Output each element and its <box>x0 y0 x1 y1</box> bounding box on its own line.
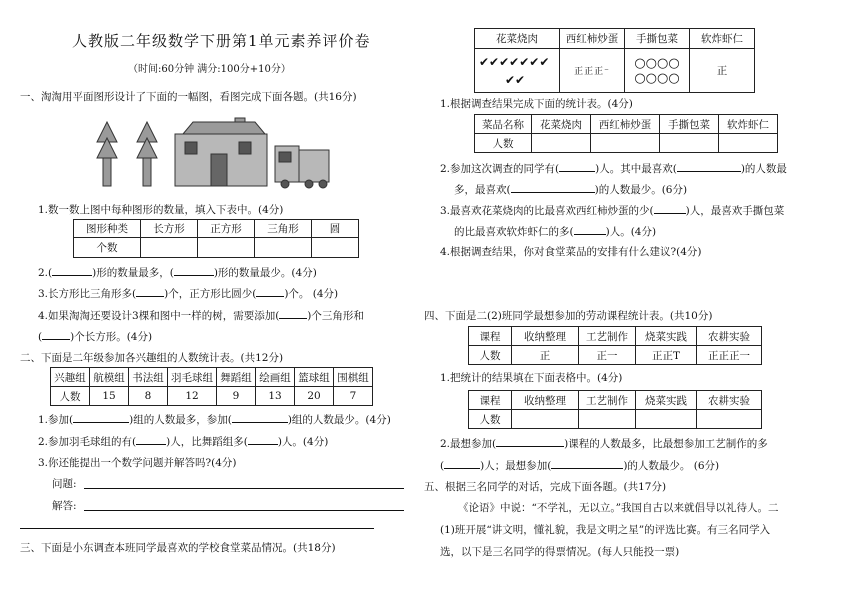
table-header-cell: 航模组 <box>90 368 129 387</box>
text: )的人数最少。(6分) <box>594 184 688 196</box>
answer-label: 解答: <box>52 500 77 512</box>
text: )的人数最 <box>740 163 787 175</box>
s1-q3 <box>38 285 338 301</box>
table-row-label: 人数 <box>51 387 90 406</box>
text: )的人数最少。 (6分) <box>623 460 720 472</box>
answer-blank[interactable] <box>256 285 284 297</box>
text: )个。 (4分) <box>284 288 339 300</box>
text: )人；最想参加( <box>480 460 552 472</box>
dish-stat-table <box>474 114 778 153</box>
answer-cell[interactable] <box>312 238 359 258</box>
table-header-cell: 农耕实验 <box>697 327 762 346</box>
text: )人，比舞蹈组多( <box>166 436 248 448</box>
answer-cell[interactable] <box>532 134 591 153</box>
s3-q3-cont <box>454 223 656 239</box>
table-cell: 7 <box>334 387 373 406</box>
shape-count-table <box>73 219 359 258</box>
text: )个，正方形比圆少( <box>164 288 257 300</box>
door-rectangle <box>211 154 227 186</box>
s5-paragraph-line3: 选，以下是三名同学的得票情况。(每人只能投一票) <box>440 546 680 558</box>
table-cell: 13 <box>256 387 295 406</box>
text: ( <box>440 460 445 472</box>
table-header-cell: 手撕包菜 <box>660 115 719 134</box>
table-header-cell: 软炸虾仁 <box>690 29 755 49</box>
tally-cell: 正正正一 <box>697 346 762 365</box>
answer-line[interactable] <box>84 510 404 511</box>
rectangle-shape <box>143 158 151 186</box>
text: ( <box>38 331 43 343</box>
section3-heading: 三、下面是小东调查本班同学最喜欢的学校食堂菜品情况。(共18分) <box>20 542 336 554</box>
answer-blank[interactable] <box>73 411 129 423</box>
s2-q1 <box>38 411 391 427</box>
s5-paragraph-line2: (1)班开展“讲文明，懂礼貌，我是文明之星”的评选比赛。有三名同学入 <box>440 524 771 536</box>
answer-blank[interactable] <box>559 160 595 172</box>
house <box>175 118 267 186</box>
s1-q2 <box>38 264 317 280</box>
text: 多，最喜欢( <box>454 184 511 196</box>
wheel-circle <box>305 180 313 188</box>
s2-q2 <box>38 433 328 449</box>
text: )人。(4分) <box>605 226 657 238</box>
labor-stat-table <box>468 390 762 429</box>
cab-window <box>279 152 291 162</box>
answer-blank[interactable] <box>136 433 166 445</box>
tally-cell: 正 <box>690 49 755 93</box>
table-header-cell: 烧菜实践 <box>636 391 697 410</box>
answer-blank[interactable] <box>496 435 564 447</box>
table-cell: 12 <box>168 387 217 406</box>
circle-marks: ○○○○ <box>634 55 680 71</box>
text: )组的人数最少。(4分) <box>287 414 391 426</box>
answer-blank[interactable] <box>574 223 606 235</box>
truck <box>275 146 329 188</box>
tree-right <box>137 122 157 186</box>
text: 3.最喜欢花菜烧肉的比最喜欢西红柿炒蛋的少( <box>440 205 654 217</box>
shapes-illustration <box>95 110 335 192</box>
divider <box>20 528 374 529</box>
answer-cell[interactable] <box>660 134 719 153</box>
table-header-cell: 手撕包菜 <box>625 29 690 49</box>
answer-blank[interactable] <box>444 457 480 469</box>
wheel-circle <box>281 180 289 188</box>
s3-q4: 4.根据调查结果，你对食堂菜品的安排有什么建议?(4分) <box>440 246 702 258</box>
answer-cell[interactable] <box>697 410 762 429</box>
answer-cell[interactable] <box>579 410 636 429</box>
table-header-cell: 西红柿炒蛋 <box>560 29 625 49</box>
s3-q1: 1.根据调查结果完成下面的统计表。(4分) <box>440 98 633 110</box>
tally-cell: 正 <box>512 346 579 365</box>
table-cell: 9 <box>217 387 256 406</box>
table-header-cell: 图形种类 <box>74 220 141 238</box>
s5-paragraph-line1: 《论语》中说：“不学礼，无以立。”我国自古以来就倡导以礼待人。二 <box>458 502 779 514</box>
text: 2.最想参加( <box>440 438 497 450</box>
table-header-cell: 舞蹈组 <box>217 368 256 387</box>
table-header-cell: 花菜烧肉 <box>532 115 591 134</box>
rectangle-shape <box>103 158 111 186</box>
answer-blank[interactable] <box>677 160 741 172</box>
answer-cell[interactable] <box>512 410 579 429</box>
answer-cell[interactable] <box>198 238 255 258</box>
table-row-label: 人数 <box>475 134 532 153</box>
tally-cell <box>625 49 690 93</box>
text: 4.如果淘淘还要设计3棵和图中一样的树，需要添加( <box>38 310 280 322</box>
s4-q1: 1.把统计的结果填在下面表格中。(4分) <box>440 372 623 384</box>
answer-cell[interactable] <box>719 134 778 153</box>
wheel-circle <box>319 180 327 188</box>
s3-q2-cont <box>454 181 687 197</box>
section1-heading: 一、淘淘用平面图形设计了下面的一幅图，看图完成下面各题。(共16分) <box>20 91 357 103</box>
text: )课程的人数最多，比最想参加工艺制作的多 <box>564 438 768 450</box>
s1-q4-cont <box>38 328 152 344</box>
window-square <box>239 142 251 154</box>
text: )人。其中最喜欢( <box>595 163 677 175</box>
table-header-cell: 农耕实验 <box>697 391 762 410</box>
tree-left <box>97 122 117 186</box>
cab-rectangle <box>275 146 299 182</box>
interest-group-table <box>50 367 373 406</box>
table-header-cell: 收纳整理 <box>512 327 579 346</box>
s1-q4 <box>38 307 364 323</box>
tally-cell: 正一 <box>579 346 636 365</box>
s2-q3: 3.你还能提出一个数学问题并解答吗?(4分) <box>38 457 237 469</box>
section2-heading: 二、下面是二年级参加各兴趣组的人数统计表。(共12分) <box>20 352 284 364</box>
roof-shape <box>183 122 265 134</box>
answer-blank[interactable] <box>174 264 214 276</box>
answer-blank[interactable] <box>279 307 307 319</box>
table-header-cell: 课程 <box>469 327 512 346</box>
text: )人，最喜欢手撕包菜 <box>685 205 785 217</box>
window-square <box>185 142 197 154</box>
text: 的比最喜欢软炸虾仁的多( <box>454 226 574 238</box>
table-header-cell: 西红柿炒蛋 <box>591 115 660 134</box>
answer-blank[interactable] <box>654 202 686 214</box>
table-header-cell: 长方形 <box>141 220 198 238</box>
table-header-cell: 工艺制作 <box>579 391 636 410</box>
table-header-cell: 花菜烧肉 <box>475 29 560 49</box>
answer-blank[interactable] <box>42 328 70 340</box>
answer-cell[interactable] <box>636 410 697 429</box>
tally-cell: 正正T <box>636 346 697 365</box>
table-header-cell: 圆 <box>312 220 359 238</box>
section4-heading: 四、下面是二(2)班同学最想参加的劳动课程统计表。(共10分) <box>424 310 713 322</box>
survey-tally-table <box>474 28 755 93</box>
table-header-cell: 三角形 <box>255 220 312 238</box>
table-row-label: 人数 <box>469 346 512 365</box>
tally-cell <box>475 49 560 93</box>
table-cell: 20 <box>295 387 334 406</box>
answer-cell[interactable] <box>141 238 198 258</box>
table-header-cell: 菜品名称 <box>475 115 532 134</box>
table-header-cell: 围棋组 <box>334 368 373 387</box>
s4-q2 <box>440 435 768 451</box>
table-header-cell: 工艺制作 <box>579 327 636 346</box>
cargo-square <box>299 150 329 182</box>
labor-tally-table <box>468 326 762 365</box>
answer-blank[interactable] <box>511 181 595 193</box>
s3-q2 <box>440 160 787 176</box>
question-label: 问题: <box>52 478 77 490</box>
table-header-cell: 篮球组 <box>295 368 334 387</box>
table-header-cell: 收纳整理 <box>512 391 579 410</box>
table-header-cell: 软炸虾仁 <box>719 115 778 134</box>
answer-cell[interactable] <box>591 134 660 153</box>
text: )组的人数最多，参加( <box>129 414 232 426</box>
answer-cell[interactable] <box>255 238 312 258</box>
table-row-label: 个数 <box>74 238 141 258</box>
table-header-cell: 羽毛球组 <box>168 368 217 387</box>
answer-blank[interactable] <box>52 264 92 276</box>
s4-q2-cont <box>440 457 719 473</box>
question-answer-line[interactable] <box>84 488 404 489</box>
section5-heading: 五、根据三名同学的对话，完成下面各题。(共17分) <box>424 481 667 493</box>
text: )人。(4分) <box>277 436 329 448</box>
page-subtitle: （时间:60分钟 满分:100分+10分） <box>128 64 291 75</box>
text: )个长方形。(4分) <box>70 331 153 343</box>
circle-marks: ○○○○ <box>634 70 680 86</box>
table-row-label: 人数 <box>469 410 512 429</box>
answer-blank[interactable] <box>232 411 288 423</box>
s3-q3 <box>440 202 784 218</box>
check-marks: ✔✔ <box>505 72 526 87</box>
table-header-cell: 兴趣组 <box>51 368 90 387</box>
text: 1.参加( <box>38 414 74 426</box>
table-header-cell: 绘画组 <box>256 368 295 387</box>
check-marks: ✔✔✔✔✔✔✔ <box>479 54 550 69</box>
text: 2.参加羽毛球组的有( <box>38 436 137 448</box>
text: )形的数量最多，( <box>92 267 174 279</box>
table-cell: 8 <box>129 387 168 406</box>
answer-blank[interactable] <box>136 285 164 297</box>
s1-q1: 1.数一数上图中每种图形的数量，填入下表中。(4分) <box>38 204 284 216</box>
table-header-cell: 正方形 <box>198 220 255 238</box>
table-header-cell: 烧菜实践 <box>636 327 697 346</box>
tally-cell: 正正正⁻ <box>560 49 625 93</box>
text: )形的数量最少。(4分) <box>213 267 317 279</box>
table-header-cell: 课程 <box>469 391 512 410</box>
text: 3.长方形比三角形多( <box>38 288 137 300</box>
text: )个三角形和 <box>307 310 364 322</box>
answer-blank[interactable] <box>248 433 278 445</box>
text: 2.参加这次调查的同学有( <box>440 163 560 175</box>
page-title: 人教版二年级数学下册第1单元素养评价卷 <box>72 32 371 50</box>
answer-blank[interactable] <box>551 457 623 469</box>
table-cell: 15 <box>90 387 129 406</box>
text: 2.( <box>38 267 53 279</box>
table-header-cell: 书法组 <box>129 368 168 387</box>
